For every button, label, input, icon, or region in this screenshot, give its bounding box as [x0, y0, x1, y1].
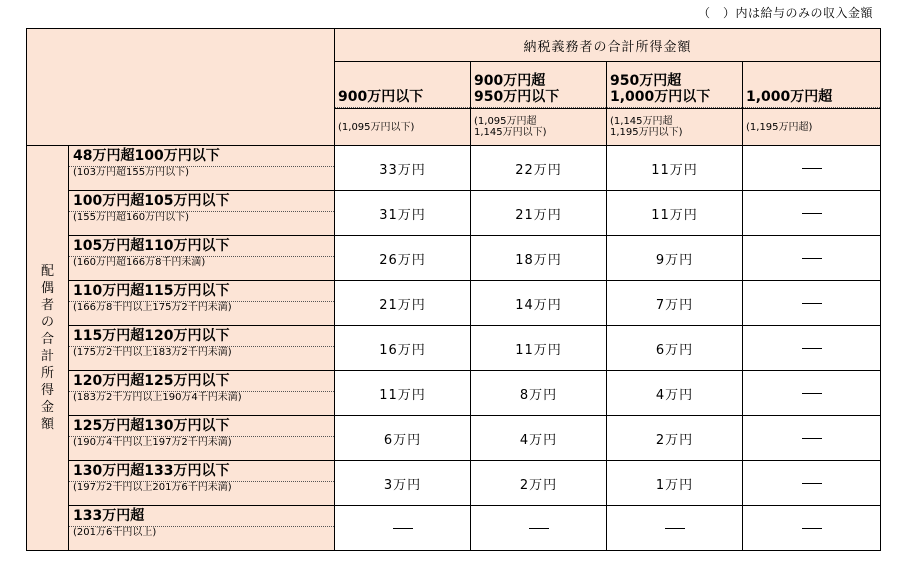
value-cell: [335, 416, 471, 461]
side-label-char: 得: [40, 383, 54, 398]
table-row: [27, 236, 881, 281]
table-row: [27, 416, 881, 461]
row-label: [69, 371, 335, 416]
column-title-line: 900万円超: [474, 73, 546, 89]
side-label-char: 配: [40, 264, 54, 279]
row-label-sub: (103万円超155万円以下): [73, 167, 189, 178]
dash-mark: [529, 528, 549, 529]
row-label-main: 105万円超110万円以下: [69, 236, 334, 257]
value-text: 22万円: [515, 162, 562, 178]
dash-mark: [802, 258, 822, 259]
row-label-sub: (190万4千円以上197万2千円未満): [73, 437, 232, 448]
value-text: 11万円: [379, 387, 426, 403]
value-cell: [743, 326, 881, 371]
column-title-line: 950万円以下: [474, 89, 560, 105]
value-cell: [743, 236, 881, 281]
note-text: （ ）内は給与のみの収入金額: [697, 6, 873, 20]
dash-mark: [802, 483, 822, 484]
value-text: 2万円: [519, 477, 558, 493]
dash-mark: [802, 168, 822, 169]
side-label-char: 所: [40, 366, 54, 381]
row-label: [69, 146, 335, 191]
column-subtitle: [743, 120, 880, 135]
table-row: [27, 506, 881, 551]
value-cell: [335, 461, 471, 506]
value-cell: [607, 371, 743, 416]
value-text: 16万円: [379, 342, 426, 358]
row-label-sub: (175万2千円以上183万2千円未満): [73, 347, 232, 358]
deduction-table: [26, 28, 881, 551]
column-title: [471, 73, 606, 108]
column-subtitle: [335, 120, 470, 135]
corner-cell: [27, 29, 335, 146]
group-header: 納税義務者の合計所得金額: [335, 29, 881, 62]
value-cell: [335, 281, 471, 326]
table-row: [27, 326, 881, 371]
value-cell: [335, 371, 471, 416]
value-text: 6万円: [383, 432, 422, 448]
value-cell: [471, 191, 607, 236]
column-title: [335, 89, 470, 108]
value-cell: [335, 191, 471, 236]
value-text: 9万円: [655, 252, 694, 268]
row-label: [69, 416, 335, 461]
column-subtitle-line: (1,095万円以下): [338, 121, 415, 133]
value-cell: [607, 146, 743, 191]
value-cell: [471, 461, 607, 506]
value-cell: [607, 281, 743, 326]
table-row: [27, 191, 881, 236]
row-label-sub: (201万6千円以上): [73, 527, 157, 538]
column-subtitle-line: (1,195万円超): [746, 121, 813, 133]
value-text: 14万円: [515, 297, 562, 313]
dash-mark: [802, 393, 822, 394]
dash-mark: [665, 528, 685, 529]
dash-mark: [393, 528, 413, 529]
table-row: [27, 281, 881, 326]
row-label-sub: (197万2千円以上201万6千円未満): [73, 482, 232, 493]
row-label: [69, 236, 335, 281]
side-label-char: 額: [40, 417, 54, 432]
value-text: 21万円: [379, 297, 426, 313]
column-subheader: [335, 109, 471, 146]
row-label-sub: (183万2千万円以上190万4千円未満): [73, 392, 242, 403]
side-label-char: 偶: [40, 281, 54, 296]
dash-mark: [802, 213, 822, 214]
row-label-sub: (160万円超166万8千円未満): [73, 257, 206, 268]
table-row: [27, 146, 881, 191]
value-text: 8万円: [519, 387, 558, 403]
side-label-char: の: [40, 315, 54, 330]
value-cell: [743, 371, 881, 416]
value-cell: [335, 146, 471, 191]
value-text: 7万円: [655, 297, 694, 313]
value-text: 11万円: [651, 162, 698, 178]
value-text: 26万円: [379, 252, 426, 268]
dash-mark: [802, 303, 822, 304]
row-label: [69, 506, 335, 551]
value-text: 6万円: [655, 342, 694, 358]
value-cell: [607, 236, 743, 281]
value-cell: [607, 416, 743, 461]
row-label: [69, 326, 335, 371]
value-text: 1万円: [655, 477, 694, 493]
column-subtitle-line: (1,095万円超: [474, 116, 537, 127]
value-cell: [607, 461, 743, 506]
value-text: 4万円: [655, 387, 694, 403]
row-label-main: 125万円超130万円以下: [69, 416, 334, 437]
value-text: 4万円: [519, 432, 558, 448]
value-cell: [471, 416, 607, 461]
row-label-main: 100万円超105万円以下: [69, 191, 334, 212]
value-cell: [607, 506, 743, 551]
side-label-char: 計: [40, 349, 54, 364]
value-cell: [471, 146, 607, 191]
side-label-char: 金: [40, 400, 54, 415]
dash-mark: [802, 528, 822, 529]
row-label-main: 48万円超100万円以下: [69, 146, 334, 167]
value-cell: [743, 191, 881, 236]
row-label-main: 115万円超120万円以下: [69, 326, 334, 347]
column-subtitle-line: (1,145万円超: [610, 116, 673, 127]
side-label-char: 者: [40, 298, 54, 313]
row-label: [69, 461, 335, 506]
column-header: [471, 62, 607, 109]
column-subheader: [471, 109, 607, 146]
value-cell: [607, 191, 743, 236]
value-text: 33万円: [379, 162, 426, 178]
side-label: [27, 146, 69, 551]
row-label-main: 110万円超115万円以下: [69, 281, 334, 302]
value-cell: [743, 146, 881, 191]
value-cell: [471, 506, 607, 551]
column-header: [607, 62, 743, 109]
column-title-line: 950万円超: [610, 73, 682, 89]
value-cell: [335, 506, 471, 551]
value-text: 18万円: [515, 252, 562, 268]
value-cell: [335, 236, 471, 281]
value-cell: [743, 506, 881, 551]
value-cell: [335, 326, 471, 371]
row-label-main: 133万円超: [69, 506, 334, 527]
value-cell: [471, 326, 607, 371]
row-label: [69, 281, 335, 326]
value-cell: [471, 281, 607, 326]
value-text: 3万円: [383, 477, 422, 493]
value-cell: [471, 371, 607, 416]
column-title-line: 900万円以下: [338, 89, 424, 105]
column-subtitle-line: 1,195万円以下): [610, 127, 683, 138]
row-label-sub: (155万円超160万円以下): [73, 212, 189, 223]
value-cell: [743, 281, 881, 326]
value-cell: [607, 326, 743, 371]
value-text: 11万円: [515, 342, 562, 358]
column-subheader: [607, 109, 743, 146]
row-label: [69, 191, 335, 236]
column-header: [335, 62, 471, 109]
row-label-main: 130万円超133万円以下: [69, 461, 334, 482]
value-cell: [471, 236, 607, 281]
column-subtitle: [471, 114, 606, 140]
column-title-line: 1,000万円超: [746, 89, 833, 105]
column-subtitle: [607, 114, 742, 140]
value-cell: [743, 461, 881, 506]
dash-mark: [802, 348, 822, 349]
table-row: [27, 371, 881, 416]
row-label-sub: (166万8千円以上175万2千円未満): [73, 302, 232, 313]
column-header: [743, 62, 881, 109]
column-subheader: [743, 109, 881, 146]
column-title: [607, 73, 742, 108]
value-text: 21万円: [515, 207, 562, 223]
value-cell: [743, 416, 881, 461]
value-text: 31万円: [379, 207, 426, 223]
column-title: [743, 89, 880, 108]
side-label-char: 合: [40, 332, 54, 347]
column-subtitle-line: 1,145万円以下): [474, 127, 547, 138]
value-text: 11万円: [651, 207, 698, 223]
value-text: 2万円: [655, 432, 694, 448]
table-row: [27, 461, 881, 506]
column-title-line: 1,000万円以下: [610, 89, 711, 105]
row-label-main: 120万円超125万円以下: [69, 371, 334, 392]
dash-mark: [802, 438, 822, 439]
